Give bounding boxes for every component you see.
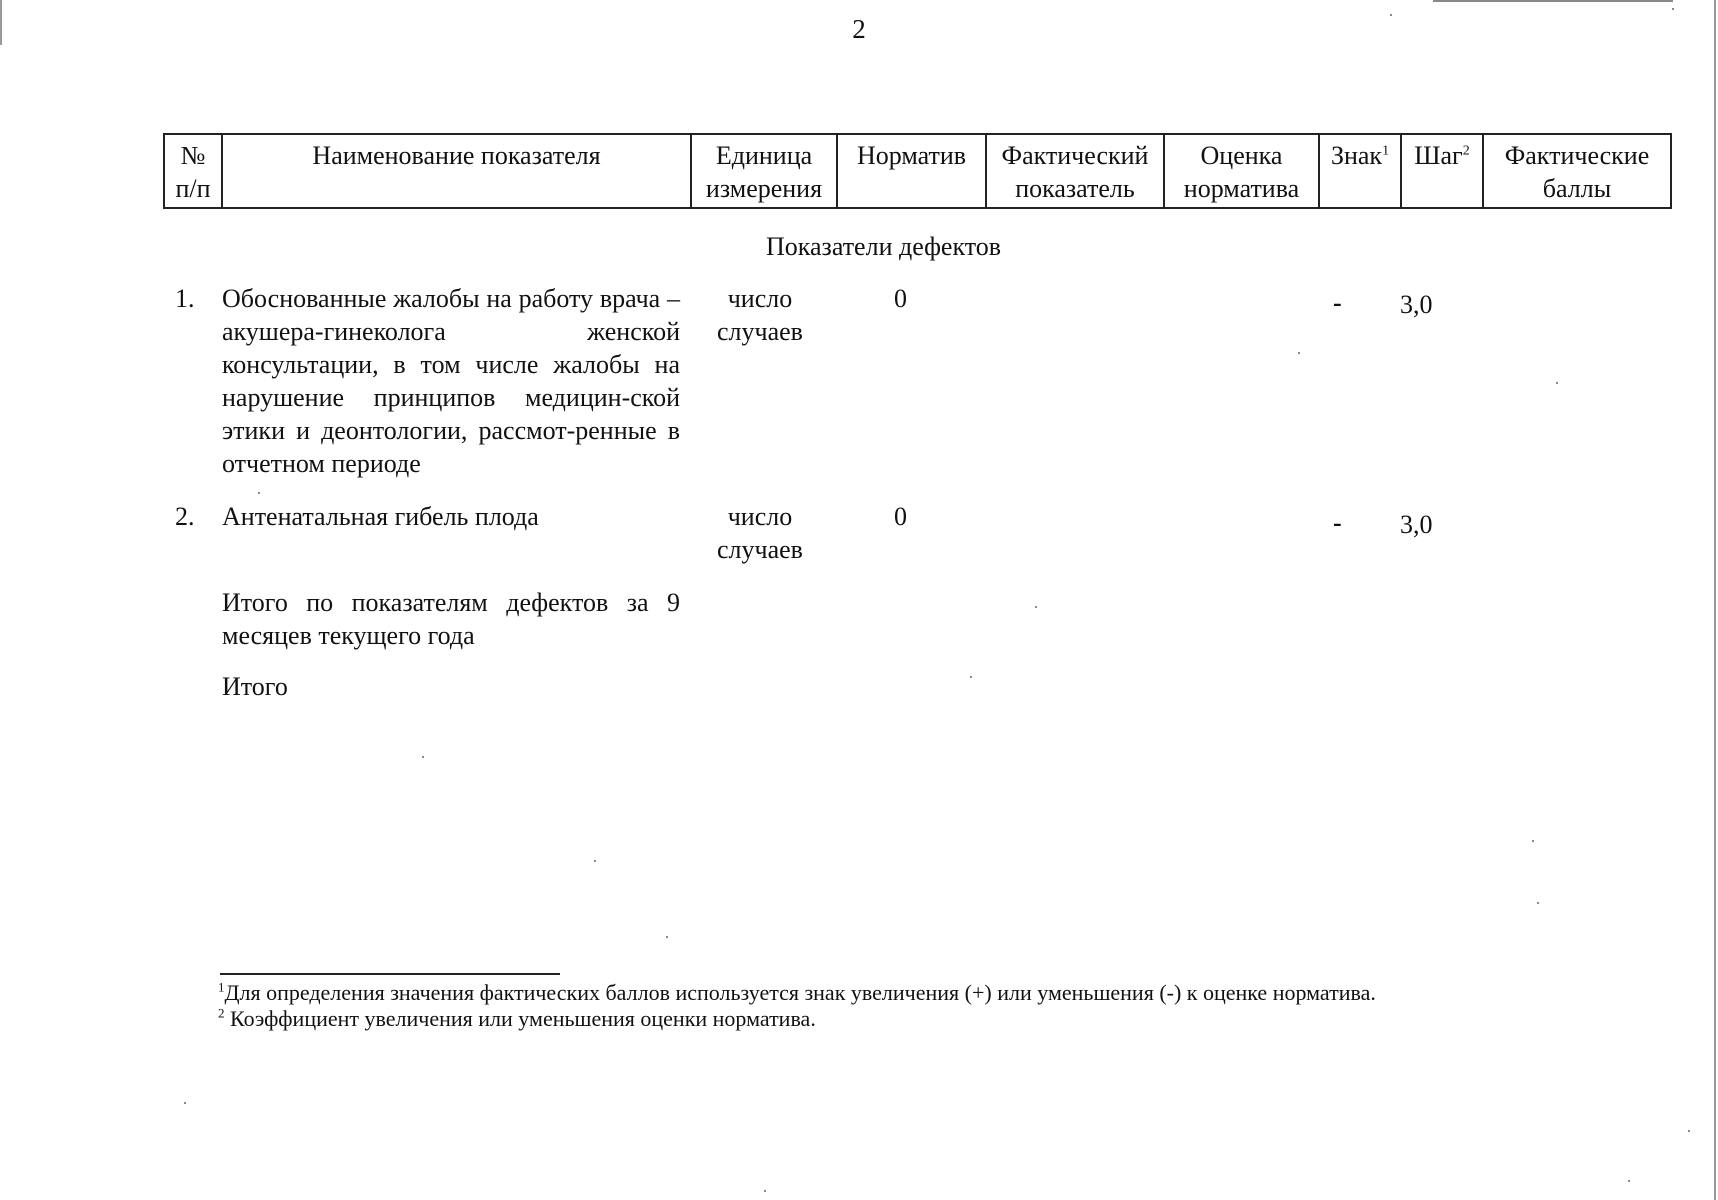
scan-edge-line: [1433, 0, 1673, 2]
row-2-unit: число случаев: [717, 502, 803, 564]
header-points: Фактические баллы: [1483, 134, 1671, 208]
subtotal-label: Итого по показателям дефектов за 9 месяцев текущего года: [222, 588, 680, 650]
header-norm: Норматив: [837, 134, 986, 208]
footnote-1: [218, 980, 1376, 1006]
scan-speck: [1035, 606, 1037, 608]
scan-edge-line: [1714, 0, 1716, 1200]
row-1-num: 1.: [175, 284, 195, 313]
row-1-norm: 0: [894, 284, 907, 313]
footnote-1-text: Для определения значения фактических баллов используется знак увеличения (+) или уменьшения (-) к оценке норматива.: [224, 980, 1376, 1005]
row-2-norm: 0: [894, 502, 907, 531]
scan-edge-line: [0, 0, 2, 45]
scan-speck: [764, 1190, 766, 1192]
header-estimate: Оценка норматива: [1164, 134, 1319, 208]
scan-speck: [1390, 14, 1392, 16]
row-2-step: 3,0: [1400, 510, 1433, 539]
header-name: Наименование показателя: [222, 134, 691, 208]
row-2-sign: -: [1333, 508, 1342, 537]
footnote-separator: [220, 973, 560, 975]
header-step: Шаг$^2$: [1401, 134, 1483, 208]
row-2-num: 2.: [175, 502, 195, 531]
indicator-table-header: [163, 133, 1672, 209]
footnote-ref-2: 2: [1462, 143, 1470, 159]
scan-speck: [970, 676, 972, 678]
scan-speck: [666, 936, 668, 938]
footnote-ref-1: 1: [1382, 143, 1390, 159]
row-1-sign: -: [1333, 288, 1342, 317]
header-unit: Единица измерения: [691, 134, 837, 208]
scan-speck: [184, 1102, 186, 1104]
header-sign: Знак$^1$: [1319, 134, 1401, 208]
header-num: № п/п: [164, 134, 222, 208]
scan-speck: [1672, 8, 1674, 10]
scan-speck: [258, 492, 260, 494]
scan-speck: [1537, 902, 1539, 904]
total-label: Итого: [222, 672, 288, 701]
scan-speck: [1628, 1180, 1630, 1182]
page-number: 2: [852, 14, 866, 44]
header-fact: Фактический показатель: [986, 134, 1164, 208]
row-1-unit: число случаев: [717, 284, 803, 346]
scan-speck: [1688, 1130, 1690, 1132]
footnote-2-text: Коэффициент увеличения или уменьшения оценки норматива.: [230, 1006, 816, 1031]
scan-speck: [1532, 840, 1534, 842]
row-1-step: 3,0: [1400, 290, 1433, 319]
footnote-2: [218, 1006, 816, 1032]
footnote-2-mark: 2: [218, 1005, 225, 1021]
row-1-name: Обоснованные жалобы на работу врача – акушера-гинеколога женской консультации, в том числе жалобы на нарушение принципов медицин-ской этики и деонтологии, рассмот-ренные в отчетном периоде: [222, 284, 680, 478]
footnote-1-mark: 1: [218, 979, 225, 995]
scan-speck: [594, 860, 596, 862]
scan-speck: [1298, 352, 1300, 354]
row-2-name: Антенатальная гибель плода: [222, 502, 539, 531]
scan-speck: [422, 756, 424, 758]
section-title: Показатели дефектов: [766, 232, 1002, 261]
scan-speck: [1556, 382, 1558, 384]
